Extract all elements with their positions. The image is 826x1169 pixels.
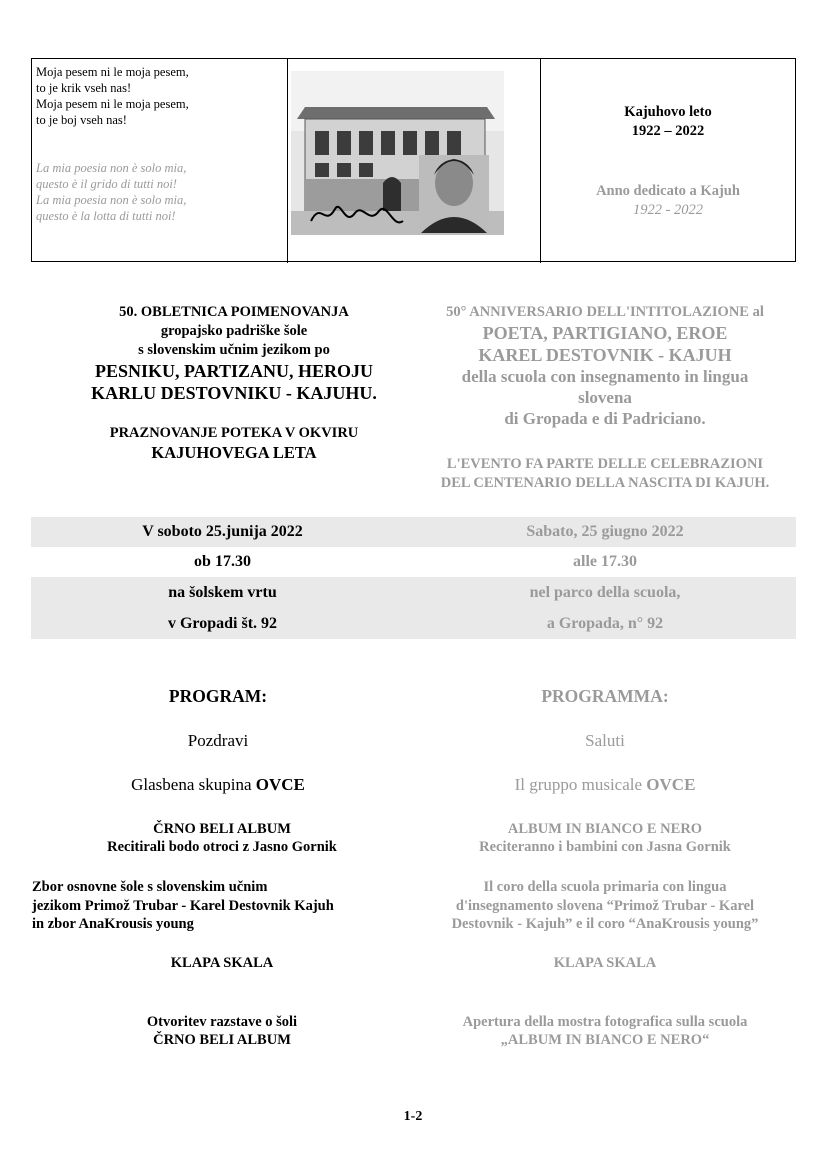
table-bottom-border <box>32 261 795 262</box>
year-range-sl: 1922 – 2022 <box>631 123 705 139</box>
program-expo-sl: Otvoritev razstave o šoli ČRNO BELI ALBUM <box>146 1014 298 1048</box>
year-box <box>541 103 795 220</box>
program-klapa-it: KLAPA SKALA <box>553 955 657 971</box>
details-row-place: na šolskem vrtu nel parco della scuola, <box>31 577 796 608</box>
intro-slovene: 50. OBLETNICA POIMENOVANJA gropajsko padriške šole s slovenskim učnim jezikom po PESNIKU, PARTIZANU, HEROJU KARLU DESTOVNIKU - KAJUHU. PRAZNOVANJE POTEKA V OKVIRU KAJUHOVEGA LETA <box>91 304 377 462</box>
program-album-it: ALBUM IN BIANCO E NERO Reciteranno i bambini con Jasna Gornik <box>479 821 731 855</box>
event-details <box>31 517 796 639</box>
year-title-sl: Kajuhovo leto <box>624 104 712 120</box>
program-greet-sl: Pozdravi <box>187 731 249 750</box>
poem-slovene: Moja pesem ni le moja pesem, to je krik vseh nas! Moja pesem ni le moja pesem, to je boj vseh nas! <box>36 65 189 127</box>
program-greet-it: Saluti <box>585 731 625 750</box>
page-number: 1-2 <box>403 1109 423 1124</box>
details-row-address: v Gropadi št. 92 a Gropada, n° 92 <box>31 608 796 639</box>
program-choir-it: Il coro della scuola primaria con lingua d'insegnamento slovena “Primož Trubar - Karel Destovnik - Kajuh” e il coro “AnaKrousis young” <box>451 879 759 932</box>
details-row-date: V soboto 25.junija 2022 Sabato, 25 giugno 2022 <box>31 517 796 547</box>
school-photo <box>291 71 504 235</box>
program-title-it: PROGRAMMA: <box>541 686 669 706</box>
program-music-sl: Glasbena skupina OVCE <box>131 775 305 794</box>
program-klapa-sl: KLAPA SKALA <box>170 955 274 971</box>
poem-italian: La mia poesia non è solo mia, questo è il grido di tutti noi! La mia poesia non è solo mia, questo è la lotta di tutti noi! <box>36 161 187 223</box>
year-range-it: 1922 - 2022 <box>632 202 704 218</box>
program-title-sl: PROGRAM: <box>168 686 268 706</box>
program-music-it: Il gruppo musicale OVCE <box>514 775 696 794</box>
year-title-it: Anno dedicato a Kajuh <box>596 183 740 199</box>
intro-italian: 50° ANNIVERSARIO DELL'INTITOLAZIONE al POETA, PARTIGIANO, EROE KAREL DESTOVNIK - KAJUH della scuola con insegnamento in lingua slovena di Gropada e di Padriciano. L'EVENTO FA PARTE DELLE CELEBRAZIONI DEL CENTENARIO DELLA NASCITA DI KAJUH. <box>440 304 770 491</box>
program-album-sl: ČRNO BELI ALBUM Recitirali bodo otroci z Jasno Gornik <box>107 821 337 855</box>
table-divider <box>287 59 288 263</box>
details-row-time: ob 17.30 alle 17.30 <box>194 553 637 570</box>
program-choir-sl: Zbor osnovne šole s slovenskim učnim jezikom Primož Trubar - Karel Destovnik Kajuh in zbor AnaKrousis young <box>32 879 334 932</box>
school-building-illustration <box>291 71 504 235</box>
program-expo-it: Apertura della mostra fotografica sulla scuola „ALBUM IN BIANCO E NERO“ <box>462 1014 748 1048</box>
